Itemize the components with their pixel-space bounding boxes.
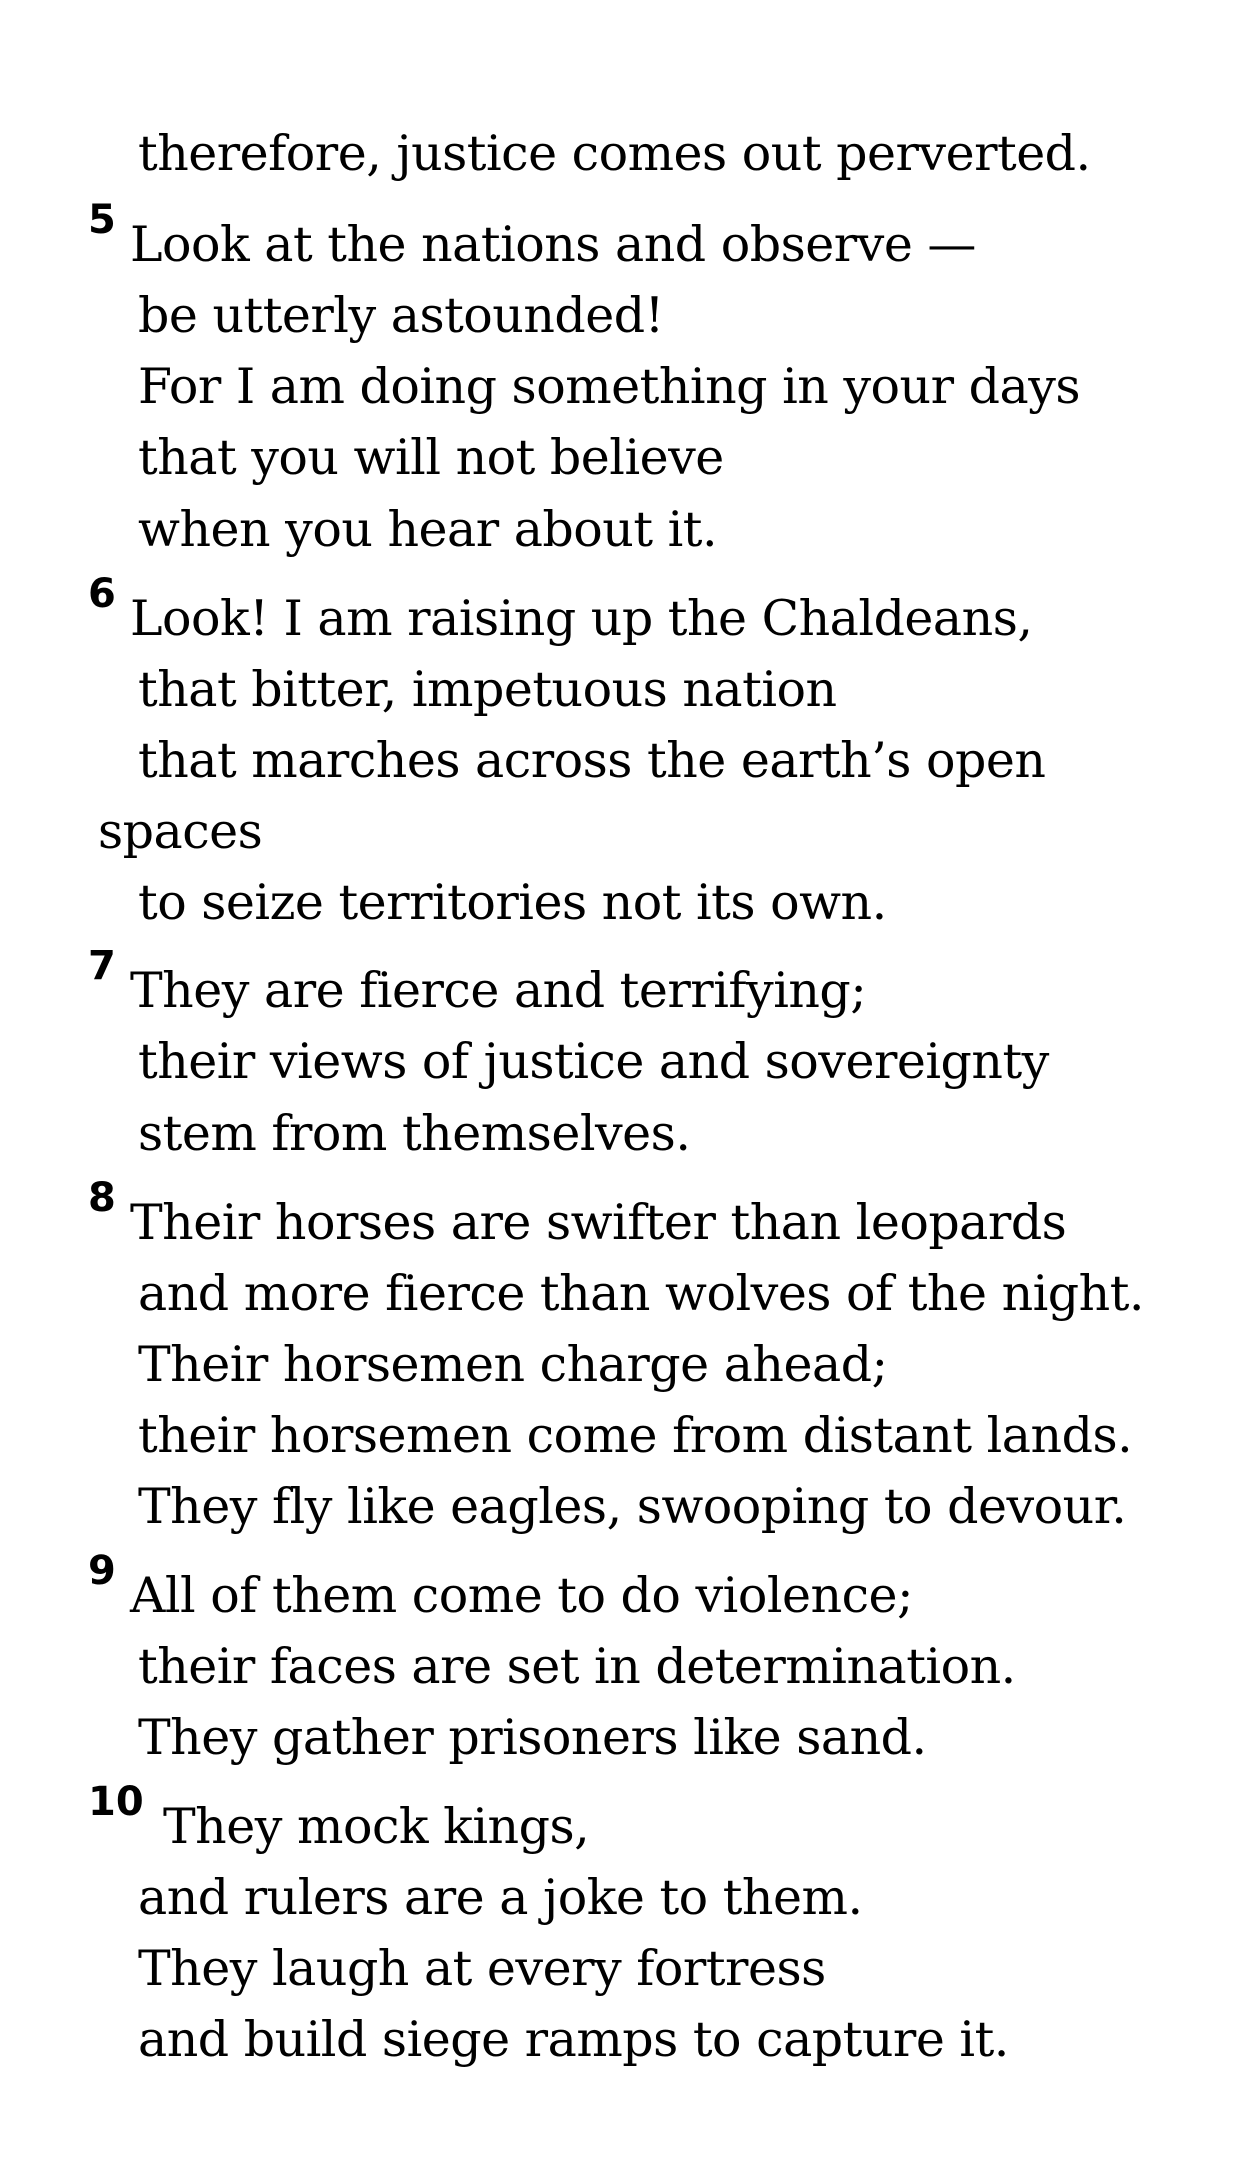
verse-line: when you hear about it. (138, 501, 718, 558)
verse-line: Look! I am raising up the Chaldeans, (130, 590, 1033, 647)
verse-line: that marches across the earth’s open (138, 732, 1046, 789)
verse-line: that you will not believe (138, 429, 724, 486)
verse-number: 8 (88, 1175, 116, 1221)
verse-line: their views of justice and sovereignty (138, 1033, 1049, 1090)
verse-line: Look at the nations and observe — (130, 216, 976, 273)
verse-number: 10 (88, 1779, 144, 1825)
verse-number: 9 (88, 1548, 116, 1594)
verse-number: 6 (88, 571, 116, 617)
verse-line: be utterly astounded! (138, 287, 664, 344)
verse-line: Their horsemen charge ahead; (138, 1336, 888, 1393)
verse-line: their faces are set in determination. (138, 1638, 1016, 1695)
verse-line: stem from themselves. (138, 1105, 691, 1162)
verse-line: Their horses are swifter than leopards (130, 1194, 1067, 1251)
verse-line: They fly like eagles, swooping to devour. (138, 1478, 1127, 1535)
verse-line: and more fierce than wolves of the night. (138, 1265, 1144, 1322)
verse-line: and rulers are a joke to them. (138, 1869, 863, 1926)
verse-line: that bitter, impetuous nation (138, 661, 837, 718)
verse-line: For I am doing something in your days (138, 358, 1081, 415)
verse-line: All of them come to do violence; (130, 1567, 914, 1624)
verse-line: their horsemen come from distant lands. (138, 1407, 1133, 1464)
verse-line: They are fierce and terrifying; (130, 962, 867, 1019)
verse-number: 5 (88, 197, 116, 243)
verse-line: They mock kings, (163, 1798, 590, 1855)
verse-line: They laugh at every fortress (138, 1940, 826, 1997)
verse-line: therefore, justice comes out perverted. (138, 125, 1091, 182)
verse-line: and build siege ramps to capture it. (138, 2011, 1009, 2068)
verse-line: They gather prisoners like sand. (138, 1709, 927, 1766)
verse-number: 7 (88, 943, 116, 989)
verse-line: spaces (98, 803, 263, 860)
verse-line: to seize territories not its own. (138, 874, 887, 931)
